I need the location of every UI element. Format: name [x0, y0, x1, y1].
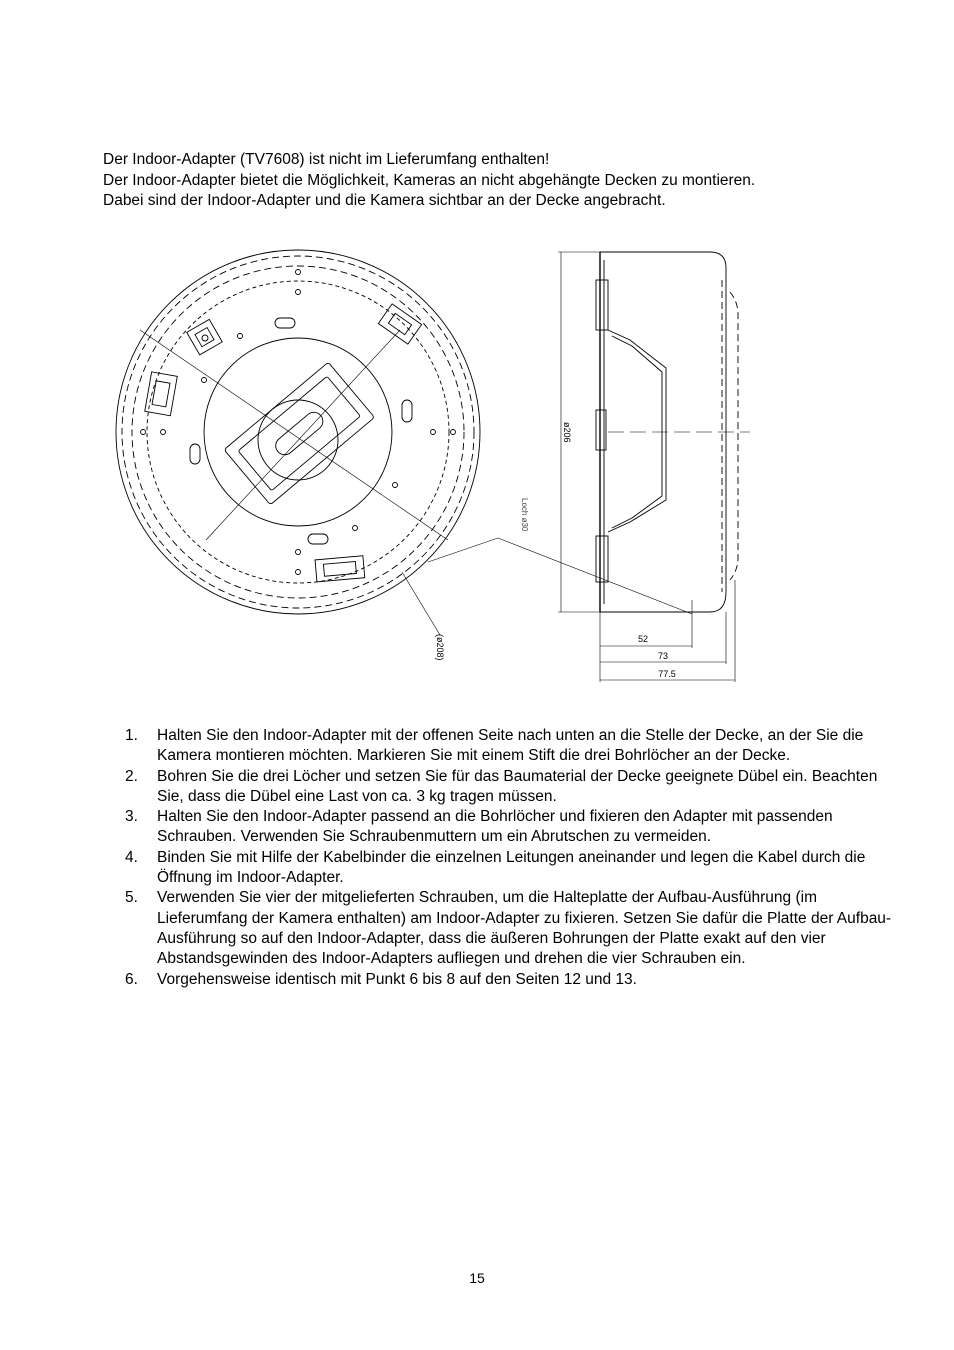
list-item — [103, 848, 893, 889]
mount-circle — [147, 281, 449, 583]
list-item-number: 5. — [125, 889, 138, 907]
list-item-number: 3. — [125, 808, 138, 826]
outer-circle — [116, 250, 480, 614]
list-item-text: Halten Sie den Indoor-Adapter mit der offenen Seite nach unten an die Stelle der Decke, an der Sie die Kamera montieren möchten. Markieren Sie mit einem Stift die drei Bohrlöcher an der Decke. — [157, 727, 864, 765]
list-item-text: Verwenden Sie vier der mitgelieferten Schrauben, um die Halteplatte der Aufbau-Ausführung (im Lieferumfang der Kamera enthalten) am Indoor-Adapter zu fixieren. Setzen Sie dafür die Platte der Aufbau-Ausführung so auf den Indoor-Adapter, dass die äußeren Bohrungen der Platte exakt auf den vier Abstandsgewinden des Indoor-Adapters aufliegen und drehen die vier Schrauben ein. — [157, 889, 892, 968]
list-item-number: 2. — [125, 767, 138, 785]
intro-line-1: Der Indoor-Adapter (TV7608) ist nicht im Lieferumfang enthalten! — [103, 151, 550, 168]
list-item-number: 1. — [125, 727, 138, 744]
dim-52-label: 52 — [637, 634, 649, 644]
dim-73-label: 73 — [657, 651, 669, 661]
mount-plate-inner — [238, 376, 360, 490]
outer-dashed-circle — [122, 256, 474, 608]
page-number: 15 — [469, 1270, 485, 1286]
list-item-number: 4. — [125, 848, 138, 866]
list-item-number: 6. — [125, 970, 138, 988]
dim-77-5-label: 77.5 — [658, 669, 676, 679]
list-item — [103, 726, 893, 767]
height-label: ø206 — [562, 422, 572, 443]
diameter-label: (ø208) — [435, 634, 445, 661]
list-item — [103, 970, 893, 990]
technical-drawing — [110, 240, 750, 690]
intro-text — [103, 150, 903, 212]
center-circle — [204, 338, 392, 526]
mount-plate — [224, 362, 374, 505]
list-item — [103, 767, 893, 808]
inner-dashed-circle — [132, 266, 464, 598]
list-item — [103, 888, 893, 969]
list-item — [103, 807, 893, 848]
instruction-list — [103, 726, 893, 990]
intro-line-3: Dabei sind der Indoor-Adapter und die Kamera sichtbar an der Decke angebracht. — [103, 192, 666, 209]
hole-label: Loch ø30 — [520, 498, 529, 532]
list-item-text: Binden Sie mit Hilfe der Kabelbinder die einzelnen Leitungen aneinander und legen die Kabel durch die Öffnung im Indoor-Adapter. — [157, 848, 866, 887]
list-item-text: Vorgehensweise identisch mit Punkt 6 bis 8 auf den Seiten 12 und 13. — [157, 970, 637, 988]
camera-dome — [608, 330, 666, 532]
technical-drawing-svg — [110, 240, 750, 690]
list-item-text: Halten Sie den Indoor-Adapter passend an die Bohrlöcher und fixieren den Adapter mit passenden Schrauben. Verwenden Sie Schraubenmuttern um ein Abrutschen zu vermeiden. — [157, 808, 833, 846]
intro-line-2: Der Indoor-Adapter bietet die Möglichkeit, Kameras an nicht abgehängte Decken zu montieren. — [103, 171, 756, 189]
list-item-text: Bohren Sie die drei Löcher und setzen Sie für das Baumaterial der Decke geeignete Dübel ein. Beachten Sie, dass die Dübel eine Last von ca. 3 kg tragen müssen. — [157, 767, 878, 805]
